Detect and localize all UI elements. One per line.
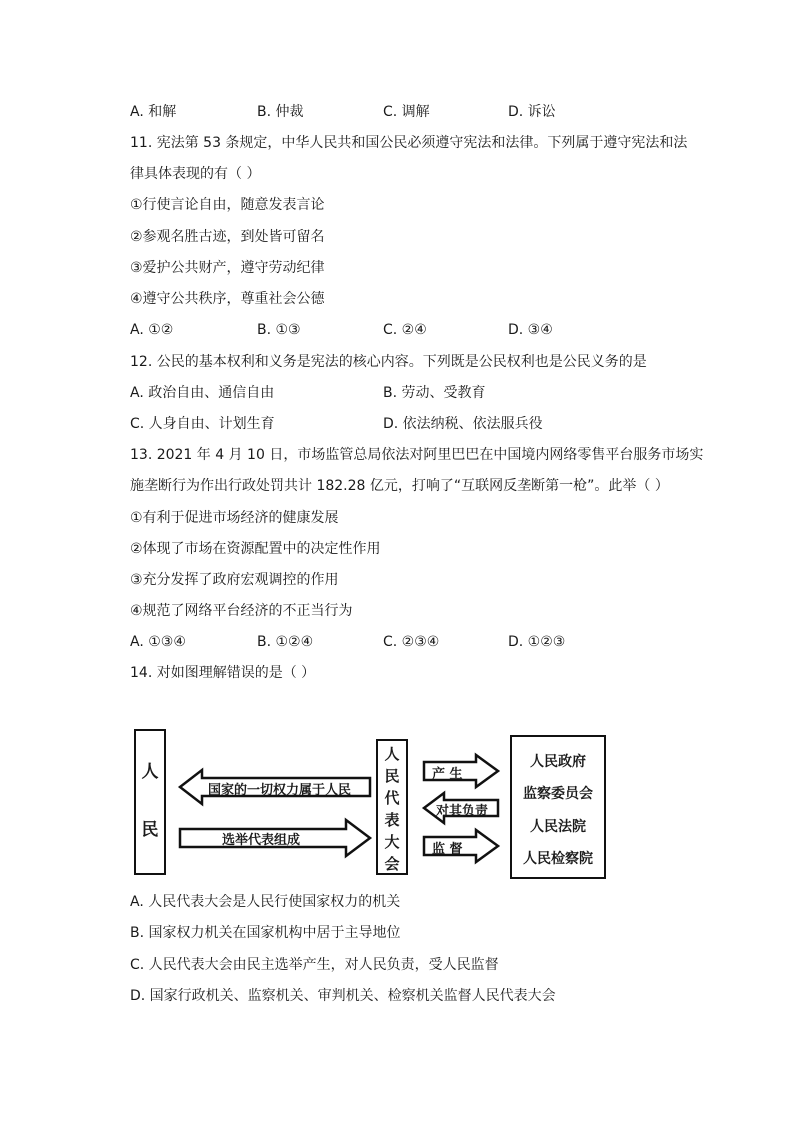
- q11-option-c[interactable]: C. ②④: [383, 322, 427, 338]
- q13-stem-line1: 13. 2021 年 4 月 10 日，市场监管总局依法对阿里巴巴在中国境内网络零售平台服务市场实: [130, 447, 704, 463]
- npc-char-4: 表: [384, 811, 400, 829]
- organ-procuratorate: 人民检察院: [523, 851, 593, 867]
- q13-option-c[interactable]: C. ②③④: [383, 634, 440, 650]
- q13-statement-3: ③充分发挥了政府宏观调控的作用: [130, 572, 339, 588]
- q13-statement-2: ②体现了市场在资源配置中的决定性作用: [130, 541, 381, 557]
- people-char-1: 人: [141, 762, 159, 782]
- npc-char-3: 代: [384, 789, 400, 807]
- npc-char-2: 民: [384, 767, 400, 785]
- arrow-elect-label: 选举代表组成: [222, 833, 301, 848]
- q14-stem-line1: 14. 对如图理解错误的是（ ）: [130, 665, 316, 681]
- arrow-supervise-label: 监 督: [432, 842, 463, 857]
- q14-option-d[interactable]: D. 国家行政机关、监察机关、审判机关、检察机关监督人民代表大会: [130, 988, 556, 1004]
- q12-option-c[interactable]: C. 人身自由、计划生育: [130, 416, 275, 432]
- people-char-2: 民: [141, 820, 159, 840]
- arrow-responsible-label: 对其负责: [436, 804, 489, 819]
- q10-option-c[interactable]: C. 调解: [383, 104, 430, 120]
- npc-char-6: 会: [384, 855, 400, 873]
- organ-court: 人民法院: [530, 819, 586, 835]
- state-organs-box: [510, 735, 606, 879]
- people-box: [134, 729, 166, 875]
- q12-option-d[interactable]: D. 依法纳税、依法服兵役: [383, 416, 543, 432]
- q14-option-c[interactable]: C. 人民代表大会由民主选举产生，对人民负责，受人民监督: [130, 957, 499, 973]
- q11-option-a[interactable]: A. ①②: [130, 322, 174, 338]
- organ-government: 人民政府: [530, 754, 586, 770]
- q11-option-b[interactable]: B. ①③: [257, 322, 301, 338]
- q11-statement-2: ②参观名胜古迹，到处皆可留名: [130, 229, 325, 245]
- q10-option-b[interactable]: B. 仲裁: [257, 104, 304, 120]
- q10-option-d[interactable]: D. 诉讼: [508, 104, 556, 120]
- q13-statement-1: ①有利于促进市场经济的健康发展: [130, 510, 339, 526]
- q11-stem-line1: 11. 宪法第 53 条规定，中华人民共和国公民必须遵守宪法和法律。下列属于遵守宪法和法: [130, 135, 688, 151]
- q13-option-b[interactable]: B. ①②④: [257, 634, 314, 650]
- q11-option-d[interactable]: D. ③④: [508, 322, 553, 338]
- q13-statement-4: ④规范了网络平台经济的不正当行为: [130, 603, 353, 619]
- q11-statement-3: ③爱护公共财产，遵守劳动纪律: [130, 260, 325, 276]
- npc-char-1: 人: [384, 745, 400, 763]
- q11-statement-4: ④遵守公共秩序，尊重社会公德: [130, 291, 325, 307]
- q13-option-a[interactable]: A. ①③④: [130, 634, 186, 650]
- q13-stem-line2: 施垄断行为作出行政处罚共计 182.28 亿元，打响了“互联网反垄断第一枪”。此举（ ）: [130, 478, 669, 494]
- q11-statement-1: ①行使言论自由，随意发表言论: [130, 197, 325, 213]
- arrow-power-label: 国家的一切权力属于人民: [208, 783, 352, 798]
- q14-option-b[interactable]: B. 国家权力机关在国家机构中居于主导地位: [130, 925, 401, 941]
- q14-option-a[interactable]: A. 人民代表大会是人民行使国家权力的机关: [130, 894, 401, 910]
- q14-diagram: [130, 725, 610, 880]
- q11-stem-line2: 律具体表现的有（ ）: [130, 166, 261, 182]
- organ-supervision: 监察委员会: [523, 786, 593, 802]
- q12-option-a[interactable]: A. 政治自由、通信自由: [130, 385, 275, 401]
- arrow-produce-label: 产 生: [432, 767, 463, 782]
- q13-option-d[interactable]: D. ①②③: [508, 634, 566, 650]
- npc-box: [376, 739, 408, 875]
- q10-option-a[interactable]: A. 和解: [130, 104, 177, 120]
- q12-stem-line1: 12. 公民的基本权利和义务是宪法的核心内容。下列既是公民权利也是公民义务的是: [130, 354, 647, 370]
- q12-option-b[interactable]: B. 劳动、受教育: [383, 385, 486, 401]
- npc-char-5: 大: [384, 833, 400, 851]
